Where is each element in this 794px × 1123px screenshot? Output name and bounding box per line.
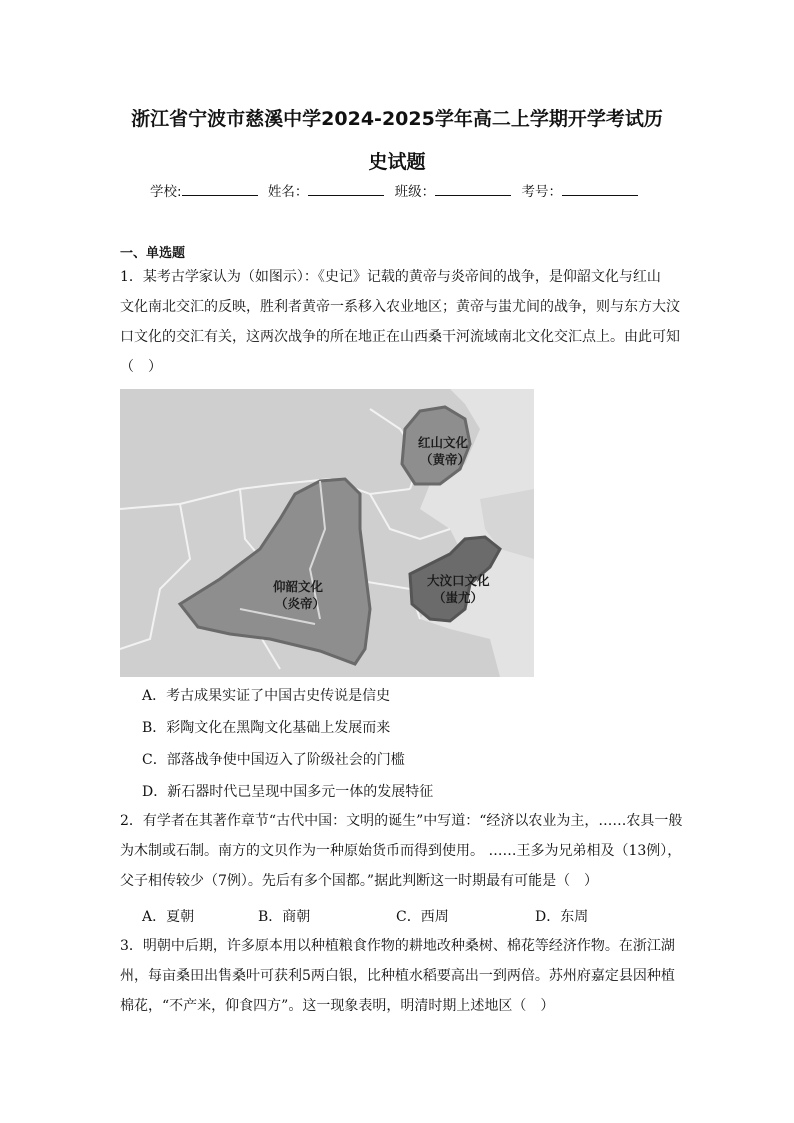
question-1-line: 1．某考古学家认为（如图示）：《史记》记载的黄帝与炎帝间的战争，是仰韶文化与红山 [120, 269, 661, 285]
name-label: 姓名： [267, 184, 309, 200]
question-3-line: 棉花，“不产米，仰食四方”。这一现象表明，明清时期上述地区（ ） [120, 998, 555, 1014]
question-2-line: 为木制或石制。南方的文贝作为一种原始货币而得到使用。 ……王多为兄弟相及（13例）， [120, 843, 682, 859]
culture-map [120, 389, 534, 677]
question-1-line: 口文化的交汇有关，这两次战争的所在地正在山西桑干河流域南北文化交汇点上。由此可知 [120, 329, 680, 345]
question-1-line: 文化南北交汇的反映，胜利者黄帝一系移入农业地区；黄帝与蚩尤间的战争，则与东方大汶 [120, 299, 680, 315]
dawenkou-label: 大汶口文化 [427, 573, 490, 588]
name-blank[interactable] [308, 181, 384, 196]
question-2-option-c[interactable]: C．西周 [396, 909, 449, 925]
question-2 [120, 806, 683, 896]
exam-number-blank[interactable] [562, 181, 638, 196]
question-1-option-d[interactable]: D．新石器时代已呈现中国多元一体的发展特征 [142, 784, 434, 800]
question-1-option-a[interactable]: A．考古成果实证了中国古史传说是信史 [142, 688, 391, 704]
class-blank[interactable] [435, 181, 511, 196]
question-1-option-c[interactable]: C．部落战争使中国迈入了阶级社会的门槛 [142, 752, 405, 768]
hongshan-label: 红山文化 [418, 435, 469, 450]
question-2-line: 父子相传较少（7例）。先后有多个国都。”据此判断这一时期最有可能是（ ） [120, 873, 599, 889]
school-label: 学校: [150, 184, 182, 200]
question-1 [120, 262, 680, 382]
dawenkou-note: （蚩尤） [433, 590, 484, 605]
question-3-line: 3．明朝中后期，许多原本用以种植粮食作物的耕地改种桑树、棉花等经济作物。在浙江湖 [120, 938, 675, 954]
yangshao-label: 仰韶文化 [273, 579, 324, 594]
question-1-option-b[interactable]: B．彩陶文化在黑陶文化基础上发展而来 [142, 720, 391, 736]
question-1-line: （ ） [120, 359, 162, 375]
question-2-option-b[interactable]: B．商朝 [258, 909, 311, 925]
question-2-line: 2．有学者在其著作章节“古代中国：文明的诞生”中写道：“经济以农业为主，……农具一般 [120, 813, 683, 829]
exam-number-label: 考号： [521, 184, 562, 200]
question-2-option-d[interactable]: D．东周 [535, 909, 589, 925]
question-3-line: 州，每亩桑田出售桑叶可获利5两白银，比种植水稻要高出一到两倍。苏州府嘉定县因种植 [120, 968, 675, 984]
section-heading: 一、单选题 [120, 246, 186, 261]
student-info-row [0, 180, 794, 200]
school-blank[interactable] [182, 181, 258, 196]
page-title: 浙江省宁波市慈溪中学2024-2025学年高二上学期开学考试历 [131, 108, 663, 130]
class-label: 班级： [394, 184, 436, 200]
question-2-option-a[interactable]: A．夏朝 [142, 909, 195, 925]
hongshan-note: （黄帝） [420, 452, 471, 467]
yangshao-note: （炎帝） [275, 596, 326, 611]
question-3 [120, 931, 680, 1021]
page-title-continued: 史试题 [368, 151, 426, 173]
